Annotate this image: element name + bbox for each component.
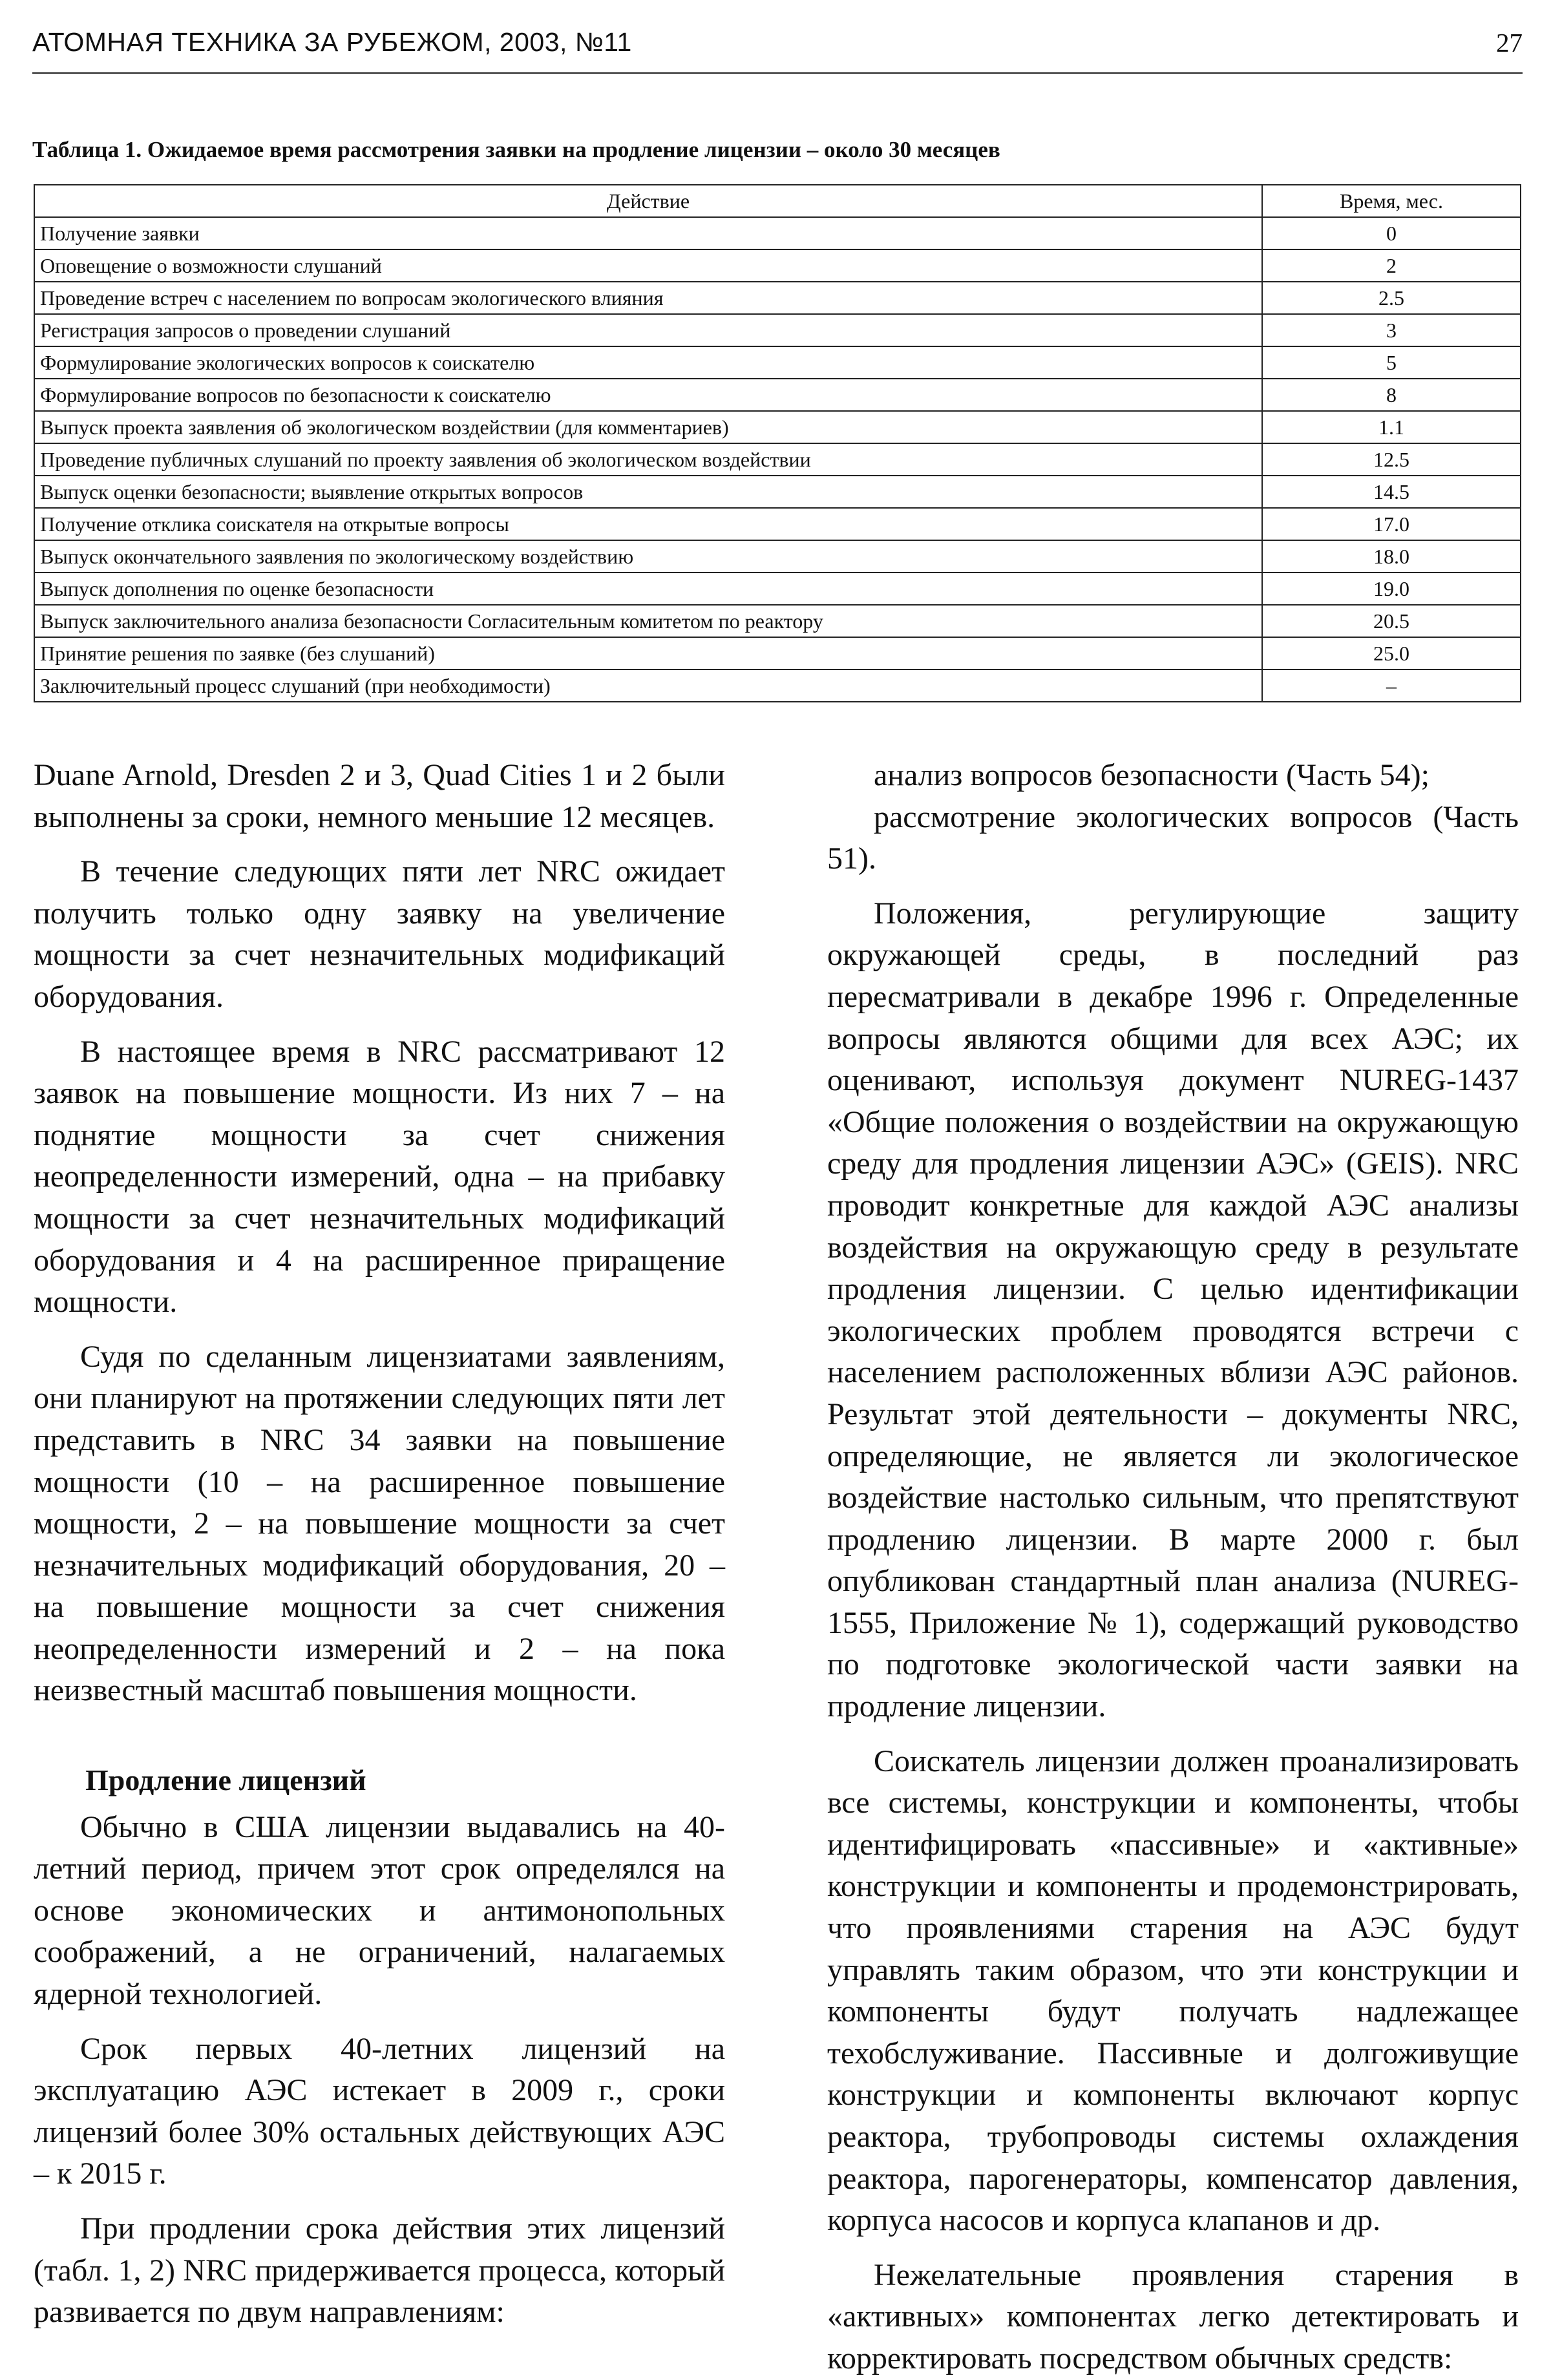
left-text-column xyxy=(34,755,725,2333)
running-header xyxy=(32,25,1523,74)
action-cell: Получение отклика соискателя на открытые вопросы xyxy=(34,508,1262,540)
time-cell: 20.5 xyxy=(1262,605,1521,637)
table-caption: Таблица 1. Ожидаемое время рассмотрения заявки на продление лицензии – около 30 месяцев xyxy=(32,137,1000,162)
paragraph: Судя по сделанным лицензиатами заявлениям, они планируют на протяжении следующих пяти лет представить в NRC 34 заявки на повышение мощности (10 – на расширенное повышение мощности, 2 – на повышение мощности за счет незначительных модификаций оборудования, 20 – на повышение мощности за счет снижения неопределенности измерений и 2 – на пока неизвестный масштаб повышения мощности. xyxy=(34,1339,725,1708)
table-row xyxy=(34,314,1521,346)
action-cell: Выпуск заключительного анализа безопасности Согласительным комитетом по реактору xyxy=(34,605,1262,637)
paragraph: анализ вопросов безопасности (Часть 54); xyxy=(874,758,1430,792)
action-cell: Формулирование вопросов по безопасности к соискателю xyxy=(34,379,1262,411)
action-cell: Получение заявки xyxy=(34,217,1262,249)
time-cell: 8 xyxy=(1262,379,1521,411)
paragraph: При продлении срока действия этих лицензий (табл. 1, 2) NRC придерживается процесса, который развивается по двум направлениям: xyxy=(34,2211,725,2330)
action-cell: Проведение встреч с населением по вопросам экологического влияния xyxy=(34,282,1262,314)
table-row xyxy=(34,443,1521,476)
page-number: 27 xyxy=(1496,28,1523,58)
action-cell: Регистрация запросов о проведении слушаний xyxy=(34,314,1262,346)
action-cell: Выпуск оценки безопасности; выявление открытых вопросов xyxy=(34,476,1262,508)
time-cell: 3 xyxy=(1262,314,1521,346)
table-row xyxy=(34,508,1521,540)
action-cell: Выпуск проекта заявления об экологическом воздействии (для комментариев) xyxy=(34,411,1262,443)
time-cell: 18.0 xyxy=(1262,540,1521,573)
paragraph: Duane Arnold, Dresden 2 и 3, Quad Cities 1 и 2 были выполнены за сроки, немного меньшие 12 месяцев. xyxy=(34,758,725,834)
paragraph: В настоящее время в NRC рассматривают 12 заявок на повышение мощности. Из них 7 – на поднятие мощности за счет снижения неопределенности измерений, одна – на прибавку мощности за счет незначительных модификаций оборудования и 4 на расширенное приращение мощности. xyxy=(34,1034,725,1320)
time-cell: 17.0 xyxy=(1262,508,1521,540)
time-cell: 25.0 xyxy=(1262,637,1521,669)
journal-title: АТОМНАЯ ТЕХНИКА ЗА РУБЕЖОМ, 2003, №11 xyxy=(32,27,632,57)
time-cell: 5 xyxy=(1262,346,1521,379)
paragraph: рассмотрение экологических вопросов (Часть 51). xyxy=(827,799,1519,876)
time-cell: 19.0 xyxy=(1262,573,1521,605)
action-cell: Заключительный процесс слушаний (при необходимости) xyxy=(34,669,1262,702)
time-cell: – xyxy=(1262,669,1521,702)
table-row xyxy=(34,476,1521,508)
time-cell: 2 xyxy=(1262,249,1521,282)
time-cell: 12.5 xyxy=(1262,443,1521,476)
table-row xyxy=(34,249,1521,282)
time-cell: 1.1 xyxy=(1262,411,1521,443)
table-row xyxy=(34,669,1521,702)
right-text-column xyxy=(827,755,1519,2380)
paragraph: Срок первых 40-летних лицензий на эксплуатацию АЭС истекает в 2009 г., сроки лицензий более 30% остальных действующих АЭС – к 2015 г. xyxy=(34,2031,725,2191)
action-cell: Оповещение о возможности слушаний xyxy=(34,249,1262,282)
time-cell: 14.5 xyxy=(1262,476,1521,508)
action-cell: Выпуск окончательного заявления по экологическому воздействию xyxy=(34,540,1262,573)
table-row xyxy=(34,605,1521,637)
table-row xyxy=(34,540,1521,573)
license-renewal-timeline-table xyxy=(34,184,1521,702)
table-row xyxy=(34,573,1521,605)
action-cell: Выпуск дополнения по оценке безопасности xyxy=(34,573,1262,605)
paragraph: Положения, регулирующие защиту окружающей среды, в последний раз пересматривали в декабре 1996 г. Определенные вопросы являются общими для всех АЭС; их оценивают, используя документ NUREG-1437 «Общие положения о воздействии на окружающую среду для продления лицензии АЭС» (GEIS). NRC проводит конкретные для каждой АЭС анализы воздействия на окружающую среду в результате продления лицензии. С целью идентификации экологических проблем проводятся встречи с населением расположенных вблизи АЭС районов. Результат этой деятельности – документы NRC, определяющие, не является ли экологическое воздействие настолько сильным, что препятствуют продлению лицензии. В марте 2000 г. был опубликован стандартный план анализа (NUREG-1555, Приложение № 1), содержащий руководство по подготовке экологической части заявки на продление лицензии. xyxy=(827,896,1519,1724)
paragraph: В течение следующих пяти лет NRC ожидает получить только одну заявку на увеличение мощности за счет незначительных модификаций оборудования. xyxy=(34,854,725,1014)
paragraph: Соискатель лицензии должен проанализировать все системы, конструкции и компоненты, чтобы идентифицировать «пассивные» и «активные» конструкции и компоненты и продемонстрировать, что проявлениями старения на АЭС будут управлять таким образом, что эти конструкции и компоненты будут получать надлежащее техобслуживание. Пассивные и долгоживущие конструкции и компоненты включают корпус реактора, трубопроводы системы охлаждения реактора, парогенераторы, компенсатор давления, корпуса насосов и корпуса клапанов и др. xyxy=(827,1743,1519,2238)
section-heading: Продление лицензий xyxy=(85,1764,366,1797)
time-cell: 2.5 xyxy=(1262,282,1521,314)
table-row xyxy=(34,411,1521,443)
table-header-row xyxy=(34,185,1521,217)
paragraph: Нежелательные проявления старения в «активных» компонентах легко детектировать и корректировать посредством обычных средств: xyxy=(827,2257,1519,2375)
action-cell: Проведение публичных слушаний по проекту заявления об экологическом воздействии xyxy=(34,443,1262,476)
action-cell: Формулирование экологических вопросов к соискателю xyxy=(34,346,1262,379)
table-row xyxy=(34,379,1521,411)
column-header-action: Действие xyxy=(34,185,1262,217)
table-row xyxy=(34,346,1521,379)
table-row xyxy=(34,637,1521,669)
table-row xyxy=(34,217,1521,249)
time-cell: 0 xyxy=(1262,217,1521,249)
column-header-time: Время, мес. xyxy=(1262,185,1521,217)
table-row xyxy=(34,282,1521,314)
action-cell: Принятие решения по заявке (без слушаний) xyxy=(34,637,1262,669)
paragraph: Обычно в США лицензии выдавались на 40-летний период, причем этот срок определялся на основе экономических и антимонопольных соображений, а не ограничений, налагаемых ядерной технологией. xyxy=(34,1809,725,2012)
